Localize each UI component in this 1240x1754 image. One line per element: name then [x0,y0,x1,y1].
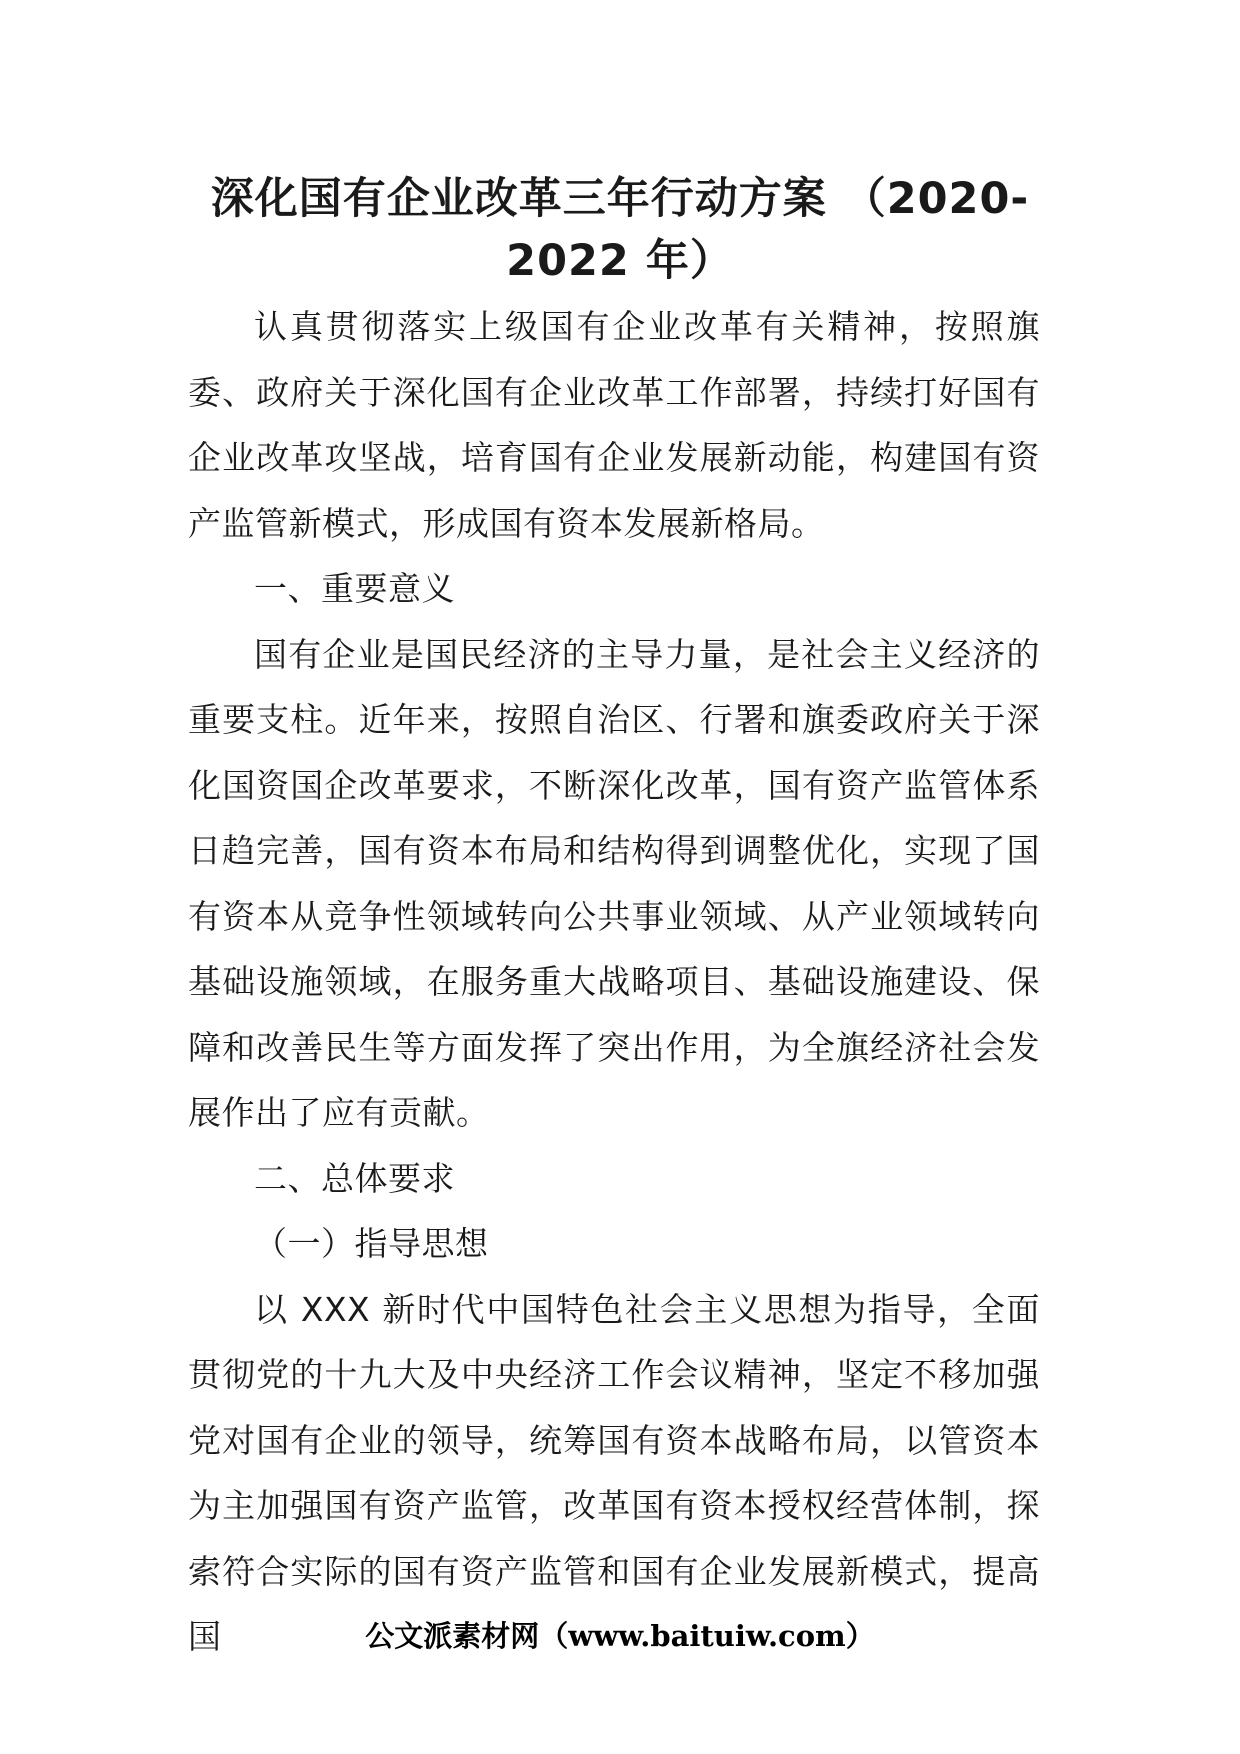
subsection-heading-guiding-thought: （一）指导思想 [254,1224,489,1263]
section-heading-significance: 一、重要意义 [254,569,455,608]
significance-paragraph: 国有企业是国民经济的主导力量，是社会主义经济的重要支柱。近年来，按照自治区、行署和旗委政府关于深化国资国企改革要求，不断深化改革，国有资产监管体系日趋完善，国有资本布局和结构得到调整优化，实现了国有资本从竞争性领域转向公共事业领域、从产业领域转向基础设施领域，在服务重大战略项目、基础设施建设、保障和改善民生等方面发挥了突出作用，为全旗经济社会发展作出了应有贡献。 [188,634,1040,1132]
guiding-thought-paragraph: 以 XXX 新时代中国特色社会主义思想为指导，全面贯彻党的十九大及中央经济工作会议精神，坚定不移加强党对国有企业的领导，统筹国有资本战略布局，以管资本为主加强国有资产监管，改革国有资本授权经营体制，探索符合实际的国有资产监管和国有企业发展新模式，提高国 [188,1289,1040,1656]
intro-paragraph: 认真贯彻落实上级国有企业改革有关精神，按照旗委、政府关于深化国有企业改革工作部署，持续打好国有企业改革攻坚战，培育国有企业发展新动能，构建国有资产监管新模式，形成国有资本发展新格局。 [188,307,1040,543]
section-heading-requirements: 二、总体要求 [254,1158,455,1198]
document-body [188,294,1040,1670]
document-title: 深化国有企业改革三年行动方案 （2020-2022 年） [210,174,1030,286]
footer-watermark: 公文派素材网（www.baituiw.com） [365,1619,875,1653]
